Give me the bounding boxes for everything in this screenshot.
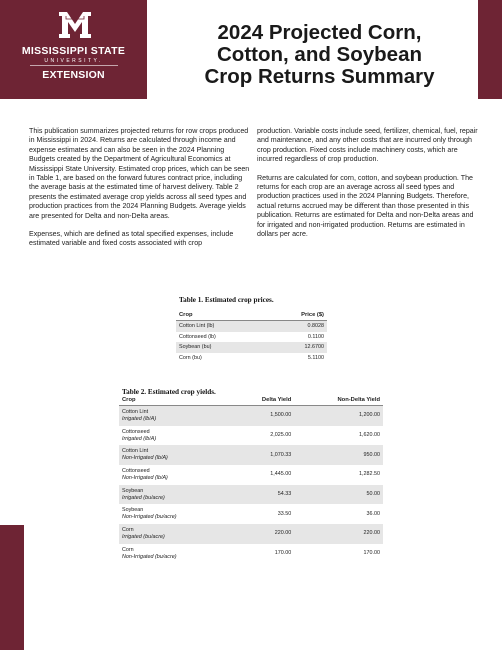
price-cell: 5.1100 <box>307 355 324 362</box>
delta-yield-cell: 1,500.00 <box>230 406 295 426</box>
table-header-row <box>176 309 327 321</box>
delta-yield-cell: 1,070.33 <box>230 445 295 465</box>
crop-name: Soybean <box>122 507 144 514</box>
msu-m-logo-icon <box>57 10 93 40</box>
crop-prices-table <box>176 309 327 363</box>
crop-name: Cottonseed <box>122 467 150 474</box>
footer-left-accent <box>0 525 24 650</box>
table-row <box>119 485 383 505</box>
price-cell: 0.8028 <box>266 321 327 332</box>
brand-divider <box>30 65 118 66</box>
brand-university: UNIVERSITY. <box>44 58 103 64</box>
column-header-delta-yield: Delta Yield <box>230 394 295 406</box>
crop-yields-table <box>119 394 383 564</box>
nondelta-yield-cell: 1,200.00 <box>294 406 383 426</box>
table-row <box>119 465 383 485</box>
nondelta-yield-cell: 50.00 <box>294 485 383 505</box>
price-cell: 0.1100 <box>307 333 324 340</box>
delta-yield-cell: 2,025.00 <box>270 432 292 439</box>
nondelta-yield-cell: 1,282.50 <box>359 471 380 478</box>
crop-name: Corn <box>122 526 134 533</box>
crop-name: Cotton Lint <box>122 408 149 415</box>
crop-practice: Irrigated (lb/A) <box>122 435 157 442</box>
delta-yield-cell: 1,445.00 <box>270 471 292 478</box>
crop-practice: Irrigated (bu/acre) <box>122 494 165 501</box>
price-cell: 12.6700 <box>266 342 327 353</box>
page-title <box>182 22 457 88</box>
crop-cell: Soybean (bu) <box>176 342 266 353</box>
table-row <box>176 332 327 343</box>
crop-name: Soybean <box>122 487 144 494</box>
crop-name: Corn <box>122 546 134 553</box>
delta-yield-cell: 33.50 <box>277 510 292 517</box>
table-row <box>119 426 383 446</box>
column-header-crop: Crop <box>119 394 230 406</box>
table-row <box>119 504 383 524</box>
crop-name: Cottonseed <box>122 428 150 435</box>
crop-cell: Corn (bu) <box>179 355 202 362</box>
crop-practice: Non-Irrigated (lb/A) <box>122 474 168 481</box>
crop-cell <box>119 445 230 465</box>
nondelta-yield-cell: 950.00 <box>294 445 383 465</box>
table-row <box>176 321 327 332</box>
expenses-paragraph-start: Expenses, which are defined as total specified expenses, include estimated variable and fixed costs associated with crop <box>29 230 234 248</box>
body-column-right <box>257 127 479 248</box>
table-row <box>176 353 327 364</box>
header-right-accent <box>478 0 502 99</box>
crop-cell <box>119 406 230 426</box>
returns-paragraph: Returns are calculated for corn, cotton, and soybean production. The returns for each crop are an average across all seed types and production practices used in the 2024 Planning Budgets. Therefore, actual returns accrued may be different than those presented in this publication. Returns are estimated for Delta and non-Delta areas and for irrigated and non-irrigated production. Returns are estimated in dollars per acre. <box>257 173 474 239</box>
crop-practice: Non-Irrigated (bu/acre) <box>122 514 177 521</box>
expenses-paragraph-cont: production. Variable costs include seed, fertilizer, chemical, fuel, repair and maintenance, and any other costs that are incurred only through crop production. Fixed costs include machinery costs, which are incurred regardless of crop production. <box>257 127 478 164</box>
body-column-left <box>29 127 251 258</box>
crop-practice: Non-Irrigated (bu/acre) <box>122 553 177 560</box>
crop-cell: Cotton Lint (lb) <box>176 321 266 332</box>
brand-extension: EXTENSION <box>42 69 105 81</box>
nondelta-yield-cell: 170.00 <box>363 550 380 557</box>
brand-name: MISSISSIPPI STATE <box>21 45 126 57</box>
crop-practice: Irrigated (bu/acre) <box>122 533 165 540</box>
crop-name: Cotton Lint <box>122 448 149 455</box>
delta-yield-cell: 170.00 <box>274 550 292 557</box>
nondelta-yield-cell: 36.00 <box>366 510 380 517</box>
crop-cell <box>119 485 230 505</box>
crop-practice: Irrigated (lb/A) <box>122 415 157 422</box>
table-header-row <box>119 394 383 406</box>
column-header-crop: Crop <box>176 309 266 321</box>
table1-caption: Table 1. Estimated crop prices. <box>179 296 274 304</box>
header-brand-block <box>0 0 147 99</box>
column-header-price: Price ($) <box>266 309 327 321</box>
table-row <box>119 524 383 544</box>
crop-cell <box>119 426 230 446</box>
crop-cell <box>119 524 230 544</box>
crop-cell <box>119 504 230 524</box>
crop-practice: Non-Irrigated (lb/A) <box>122 455 168 462</box>
crop-cell: Cottonseed (lb) <box>179 333 216 340</box>
table-row <box>119 445 383 465</box>
crop-cell <box>119 465 230 485</box>
title-line-1: 2024 Projected Corn, <box>217 21 422 44</box>
nondelta-yield-cell: 1,620.00 <box>359 432 380 439</box>
title-line-2: Cotton, and Soybean <box>217 43 422 66</box>
delta-yield-cell: 54.33 <box>230 485 295 505</box>
title-line-3: Crop Returns Summary <box>204 65 435 88</box>
nondelta-yield-cell: 220.00 <box>294 524 383 544</box>
column-header-nondelta-yield: Non-Delta Yield <box>294 394 383 406</box>
delta-yield-cell: 220.00 <box>230 524 295 544</box>
table2-caption: Table 2. Estimated crop yields. <box>122 388 216 396</box>
intro-paragraph: This publication summarizes projected returns for row crops produced in Mississippi in 2024. Returns are calculated through income and expense estimates and can also be seen in the 2024 Planning Budgets created by the Department of Agricultural Economics at Mississippi State University. Estimated crop prices, which can be seen in Table 1, are based on the forward futures contract price, including the average basis at the estimated time of harvest delivery. Table 2 presents the estimated average crop yields across all seed types and production practices from the 2024 Planning Budgets. Average yields are presented for Delta and non-Delta areas. <box>29 127 250 220</box>
table-row <box>176 342 327 353</box>
crop-cell <box>119 544 230 564</box>
table-row <box>119 544 383 564</box>
table-row <box>119 406 383 426</box>
